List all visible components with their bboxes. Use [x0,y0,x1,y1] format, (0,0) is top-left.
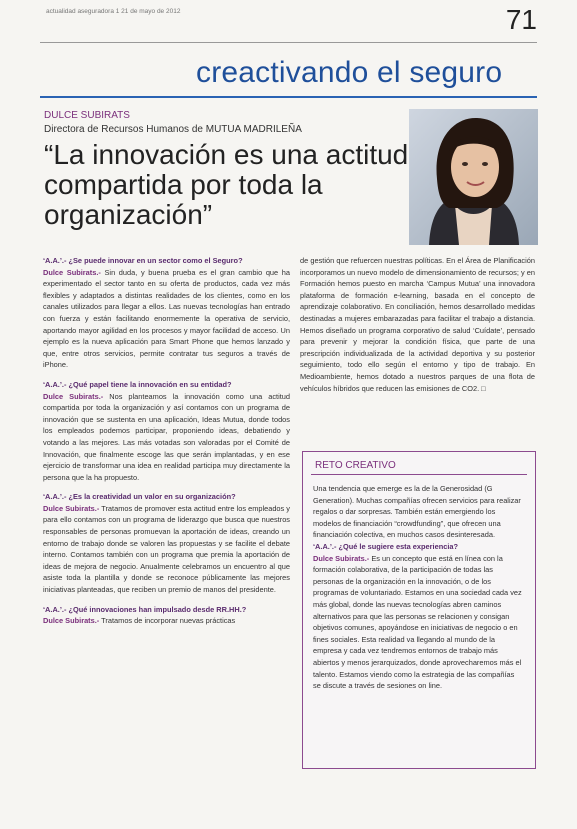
author-photo [409,109,538,245]
answer-text: Tratamos de promover esta actitud entre los empleados y para ello contamos con un programa de liderazgo que busca que nuestros responsables de personas promuevan la aportación de ideas, creando un entorno de trabajo donde se valoren las propuestas y se facilite el debate interno. Contamos también con un programa que premia la aportación de ideas de mejora de negocio. Anualmente celebramos un encuentro al que asiste toda la plantilla y donde se reconoce públicamente las mejores iniciativas planteadas, que reciben un premio de manos del presidente. [43,503,291,595]
sidebar-box [302,451,536,769]
question: ‘A.A.’.- ¿Es la creatividad un valor en su organización? [43,492,236,502]
answer-text: Sin duda, y buena prueba es el gran cambio que ha experimentado el sector tanto en su oferta de productos, cada vez más flexibles y adaptados a distintas realidades de los clientes, como en los canales utilizados para llegar a ellos. Las nuevas tecnologías han entrado con fuerza y están facilitando enormemente la operativa de servicio, aportando mayor agilidad en los procesos y mayor facilidad de acceso. Un ejemplo es la nueva aplicación para Smart Phone que hemos lanzado y que, entre otros servicios, permite contratar tus seguros a través de iPhone. [43,267,291,370]
answer-text: Tratamos de incorporar nuevas prácticas [99,616,236,626]
qa-block [43,379,290,483]
issue-meta: actualidad aseguradora 1 21 de mayo de 2012 [46,8,181,15]
answer-speaker: Dulce Subirats.- [43,391,104,401]
question: ‘A.A.’.- ¿Qué papel tiene la innovación en su entidad? [43,379,232,389]
box-title-rule [311,474,527,475]
box-question: ‘A.A.’.- ¿Qué le sugiere esta experiencia? [313,541,458,551]
answer-text: Nos planteamos la innovación como una actitud compartida por toda la organización y así contamos con un programa de innovación que se sustenta en una aplicación, Ideas Mutua, donde todos los empleados podemos participar, proponiendo ideas, debatiendo y votando a las mejores. Las más votadas son valoradas por el Comité de Innovación, que finalmente escoge las que serán implantadas, y en ese ejercicio de transformar una idea en realidad participa muy directamente la persona que la ha propuesto. [43,391,290,482]
column-2-text: de gestión que refuercen nuestras políticas. En el Área de Planificación incorporamos un nuevo modelo de dimensionamiento de recursos; y en Formación hemos puesto en marcha ‘Campus Mutua’ una innovadora plataforma de formación e-learning, basada en el concepto de aprendizaje colaborativo. En conciliación, hemos desarrollado medidas destinadas a mujeres embarazadas para facilitar el trabajo a distancia. Hemos diseñado un programa corporativo de salud ‘Cuídate’, pensado para prevenir y mejorar la condición física, que parte de una prescripción individualizada de la actividad deportiva y su posterior seguimiento, todo ello según el entorno y tipo de trabajo. En Medioambiente, hemos dotado a nuestros parques de una flota de vehículos híbridos que reducen las emisiones de CO2. □ [300,256,535,393]
answer-speaker: Dulce Subirats.- [43,267,101,277]
box-intro: Una tendencia que emerge es la de la Generosidad (G Generation). Muchas compañías ofrecen servicios para realizar regalos o dar sorpresas. También están emergiendo los modelos de financiación “crowdfunding”, que ofrecen una financiación colectiva, en muchos casos desinteresada. [313,484,521,540]
box-answer-text: Es un concepto que está en línea con la formación colaborativa, de la participación de todas las personas de la organización en la innovación, o de los programas de voluntariado. Estamos en una sociedad cada vez más global, donde las nuevas tecnologías abren caminos alternativos para que las personas se relacionen y consigan objetivos comunes, apoyándose en iniciativas de negocio o en fines sociales. Esta realidad va llegando al mundo de la empresa y cada vez tendremos entornos de trabajo más abiertos y menos jerarquizados, donde aprovecharemos más el talento. Estamos viendo como la estrategia de las compañías se discute a través de sesiones on line. [313,553,522,691]
question: ‘A.A.’.- ¿Qué innovaciones han impulsado desde RR.HH.? [43,604,247,614]
box-body [313,483,523,692]
qa-block [43,255,290,371]
page-number: 71 [505,4,537,35]
box-answer-speaker: Dulce Subirats.- [313,553,370,563]
headline: “La innovación es una actitud compartida por toda la organización” [44,139,409,230]
answer-speaker: Dulce Subirats.- [43,503,100,513]
answer-speaker: Dulce Subirats.- [43,616,100,626]
box-title: RETO CREATIVO [315,460,396,471]
qa-block [43,491,290,595]
article-column-2 [300,255,535,394]
author-name: DULCE SUBIRATS [44,110,130,121]
top-rule [40,42,537,43]
section-title: creactivando el seguro [196,56,503,89]
author-role: Directora de Recursos Humanos de MUTUA MADRILEÑA [44,124,302,135]
question: ‘A.A.’.- ¿Se puede innovar en un sector como el Seguro? [43,256,243,265]
qa-block [43,604,290,627]
article-column-1 [43,255,290,635]
section-rule [40,96,537,98]
